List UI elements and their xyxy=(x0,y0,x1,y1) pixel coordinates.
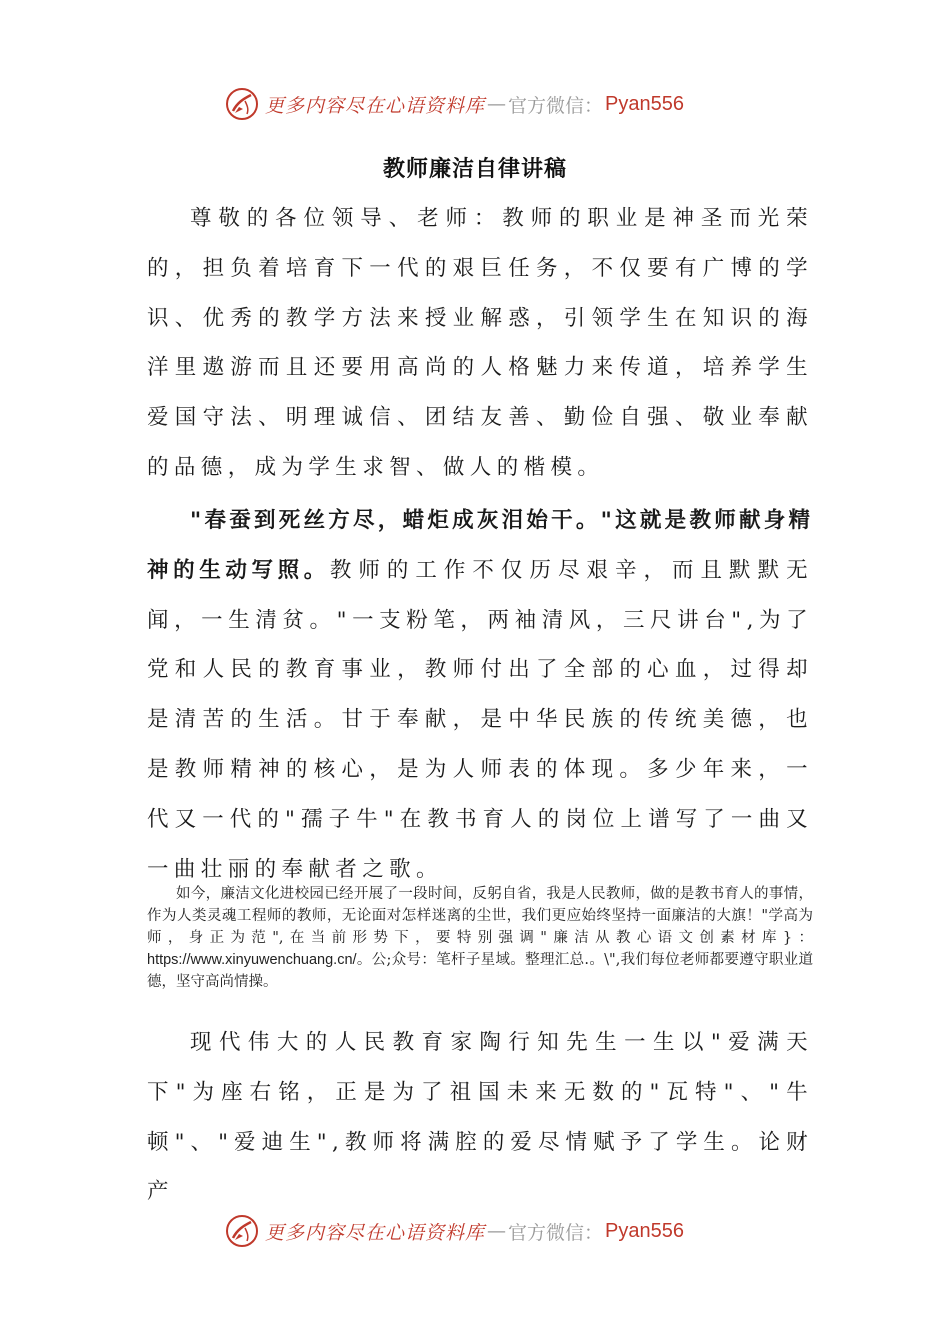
banner-wechat-id: Pyan556 xyxy=(605,1219,684,1242)
banner-separator: — xyxy=(487,1220,507,1242)
pen-logo-icon xyxy=(225,87,259,121)
paragraph-3: 现代伟大的人民教育家陶行知先生一生以"爱满天下"为座右铭，正是为了祖国未来无数的"瓦特"、"牛顿"、"爱迪生",教师将满腔的爱尽情赋予了学生。论财产 xyxy=(147,1030,813,1205)
small-print-text-1: 如今，廉洁文化进校园已经开展了一段时间，反躬自省，我是人民教师，做的是教书育人的事情，作为人类灵魂工程师的教师，无论面对怎样迷离的尘世，我们更应始终坚持一面廉洁的大旗！"学高为师，身正为范",在当前形势下，要特别强调"廉洁从教心语文创素材库}： xyxy=(147,886,813,946)
footer-banner xyxy=(225,1211,745,1251)
paragraph-1: 尊敬的各位领导、老师：教师的职业是神圣而光荣的，担负着培育下一代的艰巨任务，不仅要有广博的学识、优秀的教学方法来授业解惑，引领学生在知识的海洋里遨游而且还要用高尚的人格魅力来传道，培养学生爱国守法、明理诚信、团结友善、勤俭自强、敬业奉献的品德，成为学生求智、做人的楷模。 xyxy=(147,206,813,480)
banner-text: 更多内容尽在心语资料库 xyxy=(265,94,486,117)
header-banner xyxy=(225,84,745,124)
banner-separator: — xyxy=(487,93,507,115)
small-print-text-2: 。公;众号：笔杆子星域。整理汇总.。\",我们每位老师都要遵守职业道德，坚守高尚情操。 xyxy=(147,952,813,990)
banner-text: 更多内容尽在心语资料库 xyxy=(265,1221,486,1244)
banner-wechat-label: 官方微信： xyxy=(508,94,604,117)
document-title: 教师廉洁自律讲稿 xyxy=(382,157,567,182)
source-url-link[interactable]: https://www.xinyuwenchuang.cn/ xyxy=(147,952,357,968)
paragraph-2-bold-quote: "春蚕到死丝方尽，蜡炬成灰泪始干。"这就是教师献身精神的生动写照。 xyxy=(147,508,813,583)
banner-wechat-id: Pyan556 xyxy=(605,92,684,115)
banner-wechat-label: 官方微信： xyxy=(508,1221,604,1244)
paragraph-2 xyxy=(147,496,813,894)
small-print-paragraph xyxy=(147,883,813,993)
pen-logo-icon xyxy=(225,1214,259,1248)
paragraph-2-text: 教师的工作不仅历尽艰辛，而且默默无闻，一生清贫。"一支粉笔，两袖清风，三尺讲台",为了党和人民的教育事业，教师付出了全部的心血，过得却是清苦的生活。甘于奉献，是中华民族的传统美德，也是教师精神的核心，是为人师表的体现。多少年来，一代又一代的"孺子牛"在教书育人的岗位上谱写了一曲又一曲壮丽的奉献者之歌。 xyxy=(147,557,813,882)
